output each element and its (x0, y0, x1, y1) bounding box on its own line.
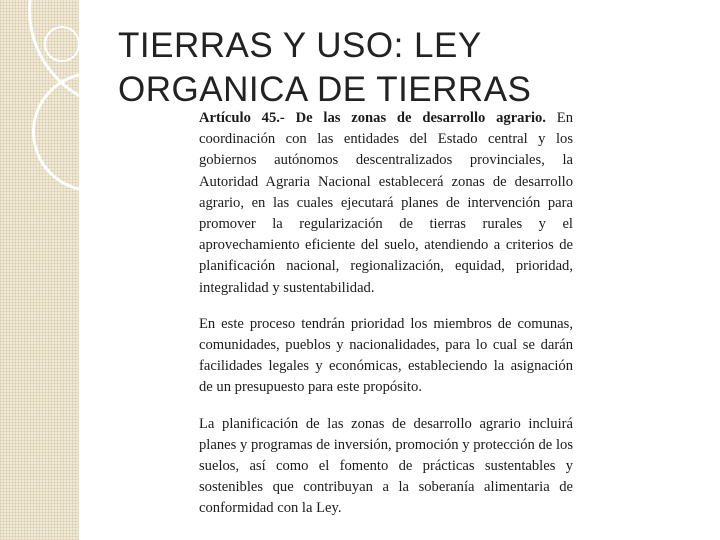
slide-title-line2: ORGANICA DE TIERRAS (118, 70, 532, 109)
document-paragraph-1 (199, 108, 573, 299)
slide-title-line1: TIERRAS Y USO: LEY (118, 26, 482, 65)
decorative-side-panel (0, 0, 79, 540)
slide-title (118, 24, 678, 112)
document-paragraph-2: En este proceso tendrán prioridad los miembros de comunas, comunidades, pueblos y nacionalidades, para lo cual se darán facilidades legales y económicas, estableciendo la asignación de un presupuesto para este propósito. (199, 315, 573, 396)
document-paragraph-3: La planificación de las zonas de desarrollo agrario incluirá planes y programas de inversión, promoción y protección de los suelos, así como el fomento de prácticas sustentables y sostenibles que contribuyan a la soberanía alimentaria de conformidad con la Ley. (199, 415, 573, 517)
paragraph-1-body: En coordinación con las entidades del Estado central y los gobiernos autónomos descentralizados provinciales, la Autoridad Agraria Nacional establecerá zonas de desarrollo agrario, en las cuales ejecutará planes de intervención para promover la regularización de tierras rurales y el aprovechamiento eficiente del suelo, atendiendo a criterios de planificación nacional, regionalización, equidad, prioridad, integralidad y sustentabilidad. (199, 110, 573, 296)
document-excerpt (199, 108, 573, 535)
decorative-circle-small (44, 26, 80, 62)
article-heading: Artículo 45.- De las zonas de desarrollo agrario. (199, 110, 546, 126)
